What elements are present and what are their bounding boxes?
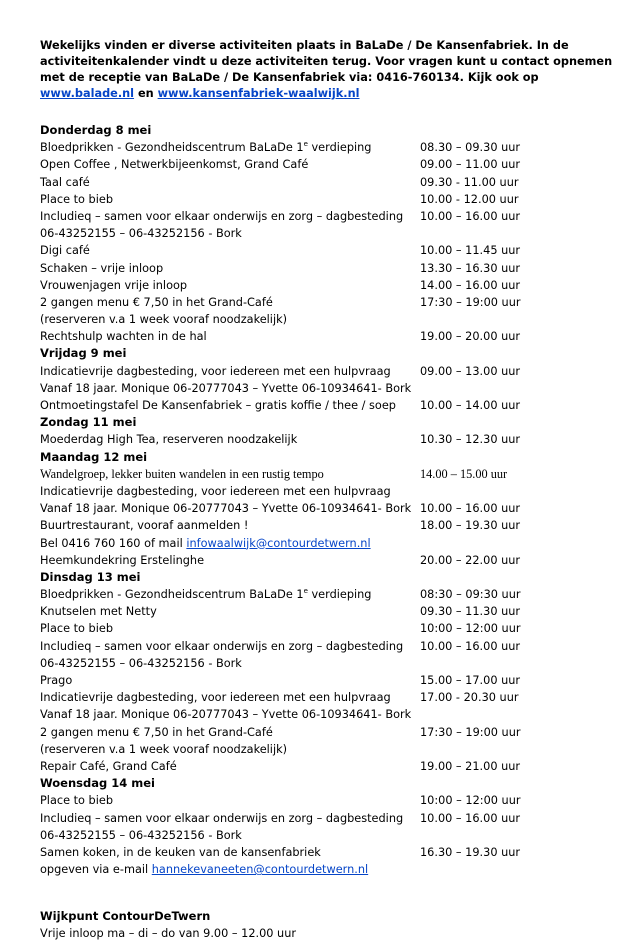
- activity-row: [40, 844, 615, 861]
- activity-text: [40, 485, 391, 498]
- day-heading: Dinsdag 13 mei: [40, 569, 141, 584]
- activity-label: Schaken – vrije inloop: [40, 261, 164, 275]
- activity-time: 08.30 – 09.30 uur: [420, 141, 521, 155]
- ordinal-suffix: e: [303, 140, 308, 149]
- activity-text: [40, 227, 242, 240]
- activity-row: [40, 242, 615, 259]
- activity-label: Indicatievrije dagbesteding, voor iedereen met een hulpvraag: [40, 691, 391, 705]
- activity-label: Bloedprikken - Gezondheidscentrum BaLaDe 1: [40, 588, 304, 602]
- activity-text: [40, 382, 411, 395]
- day-heading: Zondag 11 mei: [40, 415, 137, 430]
- activity-time: 09.30 - 11.00 uur: [420, 175, 519, 189]
- activity-text: [40, 433, 297, 446]
- activity-label: Vanaf 18 jaar. Monique 06-20777043 – Yvette 06-10934641- Bork: [40, 502, 412, 516]
- activity-time: 18.00 – 19.30 uur: [420, 519, 521, 533]
- activity-text: [40, 863, 368, 876]
- activity-text: [40, 760, 177, 773]
- activity-text: [40, 846, 321, 859]
- activity-label: (reserveren v.a 1 week vooraf noodzakelijk): [40, 742, 288, 756]
- activity-row: [40, 792, 615, 809]
- activity-label: Place to bieb: [40, 192, 113, 206]
- email-link[interactable]: infowaalwijk@contourdetwern.nl: [186, 536, 371, 550]
- activity-row: [40, 156, 615, 173]
- activity-time: 13.30 – 16.30 uur: [420, 261, 521, 275]
- activity-text: [40, 158, 308, 171]
- activity-text: [40, 657, 242, 670]
- activity-label: Indicatievrije dagbesteding, voor iedereen met een hulpvraag: [40, 364, 391, 378]
- activity-label: Bel 0416 760 160 of mail: [40, 536, 187, 550]
- activity-label: Taal café: [40, 175, 90, 189]
- intro-text: Wekelijks vinden er diverse activiteiten plaats in BaLaDe / De Kansenfabriek. In de activiteitenkalender vindt u deze activiteiten terug. Voor vragen kunt u contact opnemen met de receptie van BaLaDe / De Kansenfabriek via: 0416-760134. Kijk ook op: [40, 39, 613, 84]
- activity-row: [40, 431, 615, 448]
- activity-text: [40, 519, 248, 532]
- activity-row: [40, 500, 615, 517]
- activity-time: 20.00 – 22.00 uur: [420, 553, 521, 567]
- activity-row: [40, 225, 615, 242]
- activity-text: [40, 244, 90, 257]
- footer-title: Wijkpunt ContourDeTwern: [40, 909, 211, 924]
- activity-time: 19.00 – 20.00 uur: [420, 330, 521, 344]
- activity-label: opgeven via e-mail: [40, 863, 152, 877]
- activity-row: [40, 363, 615, 380]
- activity-row: [40, 535, 615, 552]
- activity-label: Ontmoetingstafel De Kansenfabriek – gratis koffie / thee / soep: [40, 399, 396, 412]
- activity-row: [40, 328, 615, 345]
- activity-row: [40, 810, 615, 827]
- activity-text: [40, 141, 371, 154]
- activity-row: [40, 706, 615, 723]
- activity-time: 10:00 – 12:00 uur: [420, 794, 521, 808]
- activity-label: Includieq – samen voor elkaar onderwijs en zorg – dagbesteding: [40, 209, 404, 223]
- activity-label: Digi café: [40, 244, 90, 258]
- activity-row: [40, 397, 615, 414]
- activity-label: 06-43252155 – 06-43252156 - Bork: [40, 227, 242, 241]
- activity-label: 2 gangen menu € 7,50 in het Grand-Café: [40, 295, 273, 309]
- activity-time: 17.00 - 20.30 uur: [420, 691, 519, 705]
- activity-row: [40, 311, 615, 328]
- activity-row: [40, 483, 615, 500]
- activity-label: Wandelgroep, lekker buiten wandelen in een rustig tempo: [40, 466, 324, 481]
- activity-text: [40, 296, 273, 309]
- activity-time: 19.00 – 21.00 uur: [420, 759, 521, 773]
- activity-text: [40, 622, 113, 635]
- activity-row: [40, 208, 615, 225]
- activity-text: [40, 726, 273, 739]
- activity-text: [40, 640, 403, 653]
- activity-row: [40, 672, 615, 689]
- day-heading: Donderdag 8 mei: [40, 123, 152, 137]
- activity-label: Open Coffee , Netwerkbijeenkomst, Grand Café: [40, 158, 309, 172]
- activity-text: [40, 210, 403, 223]
- activity-text: [40, 502, 411, 515]
- activity-label: (reserveren v.a 1 week vooraf noodzakelijk): [40, 313, 288, 327]
- kansenfabriek-link[interactable]: www.kansenfabriek-waalwijk.nl: [157, 87, 360, 100]
- ordinal-suffix: e: [303, 587, 308, 596]
- activity-text: [40, 279, 187, 292]
- activity-label: 06-43252155 – 06-43252156 - Bork: [40, 828, 242, 842]
- activity-row: [40, 277, 615, 294]
- activity-text: [40, 467, 324, 481]
- activity-label-suffix: verdieping: [307, 141, 372, 155]
- activity-row: [40, 638, 615, 655]
- activity-text: [40, 812, 403, 825]
- activity-text: [40, 537, 371, 550]
- activity-label: Bloedprikken - Gezondheidscentrum BaLaDe 1: [40, 141, 304, 155]
- footer: [40, 908, 615, 942]
- activity-time: 08:30 – 09:30 uur: [420, 588, 521, 602]
- activity-time: 10.00 – 14.00 uur: [420, 399, 521, 412]
- activity-row: [40, 827, 615, 844]
- activity-time: 10.00 – 16.00 uur: [420, 209, 521, 223]
- day-heading: Woensdag 14 mei: [40, 776, 155, 791]
- activity-label: Buurtrestaurant, vooraf aanmelden !: [40, 519, 249, 533]
- activity-row: [40, 655, 615, 672]
- activity-label: Moederdag High Tea, reserveren noodzakelijk: [40, 433, 298, 447]
- activity-text: [40, 829, 242, 842]
- activity-time: 10.00 – 11.45 uur: [420, 244, 521, 258]
- activity-row: [40, 586, 615, 603]
- activity-label: Samen koken, in de keuken van de kansenfabriek: [40, 845, 321, 859]
- activity-time: 15.00 – 17.00 uur: [420, 674, 521, 687]
- activity-text: [40, 743, 287, 756]
- email-link[interactable]: hannekevaneeten@contourdetwern.nl: [151, 863, 369, 877]
- activity-label-suffix: verdieping: [307, 588, 372, 602]
- activity-time: 16.30 – 19.30 uur: [420, 845, 521, 859]
- balade-link[interactable]: www.balade.nl: [40, 87, 135, 100]
- activity-row: [40, 689, 615, 706]
- intro-paragraph: [40, 38, 615, 102]
- activity-row: [40, 260, 615, 277]
- activity-time: 10.00 – 16.00 uur: [420, 639, 521, 653]
- activity-time: 10:00 – 12:00 uur: [420, 622, 521, 636]
- activity-label: Prago: [40, 674, 73, 687]
- activity-row: [40, 861, 615, 878]
- activity-label: Knutselen met Netty: [40, 605, 157, 619]
- activity-text: [40, 674, 72, 687]
- activity-text: [40, 399, 396, 412]
- day-heading: Vrijdag 9 mei: [40, 346, 127, 361]
- day-heading: Maandag 12 mei: [40, 449, 148, 464]
- intro-and: en: [134, 87, 158, 100]
- activity-text: [40, 193, 113, 206]
- activity-text: [40, 365, 391, 378]
- activity-row: [40, 603, 615, 620]
- activity-row: [40, 191, 615, 208]
- activity-row: [40, 174, 615, 191]
- activity-text: [40, 794, 113, 807]
- activity-row: [40, 552, 615, 569]
- activity-text: [40, 588, 371, 601]
- footer-text: Vrije inloop ma – di – do van 9.00 – 12.00 uur: [40, 927, 297, 941]
- activity-time: 14.00 – 15.00 uur: [420, 466, 508, 481]
- activity-text: [40, 176, 90, 189]
- activity-label: Indicatievrije dagbesteding, voor iedereen met een hulpvraag: [40, 484, 391, 498]
- activity-row: [40, 517, 615, 534]
- activity-text: [40, 330, 207, 343]
- activity-time: 10.00 – 16.00 uur: [420, 502, 521, 516]
- activity-row: [40, 294, 615, 311]
- activity-text: [40, 554, 204, 567]
- activity-label: Includieq – samen voor elkaar onderwijs en zorg – dagbesteding: [40, 639, 404, 653]
- activity-text: [40, 691, 391, 704]
- activity-text: [40, 605, 157, 618]
- activity-text: [40, 262, 163, 275]
- activity-label: Includieq – samen voor elkaar onderwijs en zorg – dagbesteding: [40, 811, 404, 825]
- activity-text: [40, 708, 411, 721]
- activity-label: Vanaf 18 jaar. Monique 06-20777043 – Yvette 06-10934641- Bork: [40, 708, 412, 722]
- activity-row: [40, 139, 615, 156]
- activity-time: 10.30 – 12.30 uur: [420, 433, 521, 447]
- activity-time: 17:30 – 19:00 uur: [420, 725, 521, 739]
- activity-label: Place to bieb: [40, 622, 113, 636]
- activity-row: [40, 380, 615, 397]
- activity-label: Rechtshulp wachten in de hal: [40, 330, 207, 344]
- activity-row: [40, 758, 615, 775]
- activity-text: [40, 313, 287, 326]
- activity-row: [40, 620, 615, 637]
- activity-label: Place to bieb: [40, 794, 113, 808]
- activity-label: Heemkundekring Erstelinghe: [40, 553, 205, 567]
- activity-label: 2 gangen menu € 7,50 in het Grand-Café: [40, 725, 273, 739]
- activity-row: [40, 724, 615, 741]
- activity-time: 14.00 – 16.00 uur: [420, 278, 521, 292]
- activity-label: Repair Café, Grand Café: [40, 759, 177, 773]
- document-page: [40, 38, 615, 942]
- activity-time: 10.00 - 12.00 uur: [420, 192, 519, 206]
- activity-time: 09.30 – 11.30 uur: [420, 605, 521, 619]
- activity-time: 09.00 – 11.00 uur: [420, 158, 521, 172]
- activity-time: 10.00 – 16.00 uur: [420, 811, 521, 825]
- activity-label: Vrouwenjagen vrije inloop: [40, 278, 188, 292]
- activity-row: [40, 466, 615, 483]
- activity-label: Vanaf 18 jaar. Monique 06-20777043 – Yvette 06-10934641- Bork: [40, 381, 412, 395]
- activity-row: [40, 741, 615, 758]
- activity-time: 09.00 – 13.00 uur: [420, 364, 521, 378]
- activity-schedule: [40, 122, 615, 878]
- activity-time: 17:30 – 19:00 uur: [420, 295, 521, 309]
- activity-label: 06-43252155 – 06-43252156 - Bork: [40, 656, 242, 670]
